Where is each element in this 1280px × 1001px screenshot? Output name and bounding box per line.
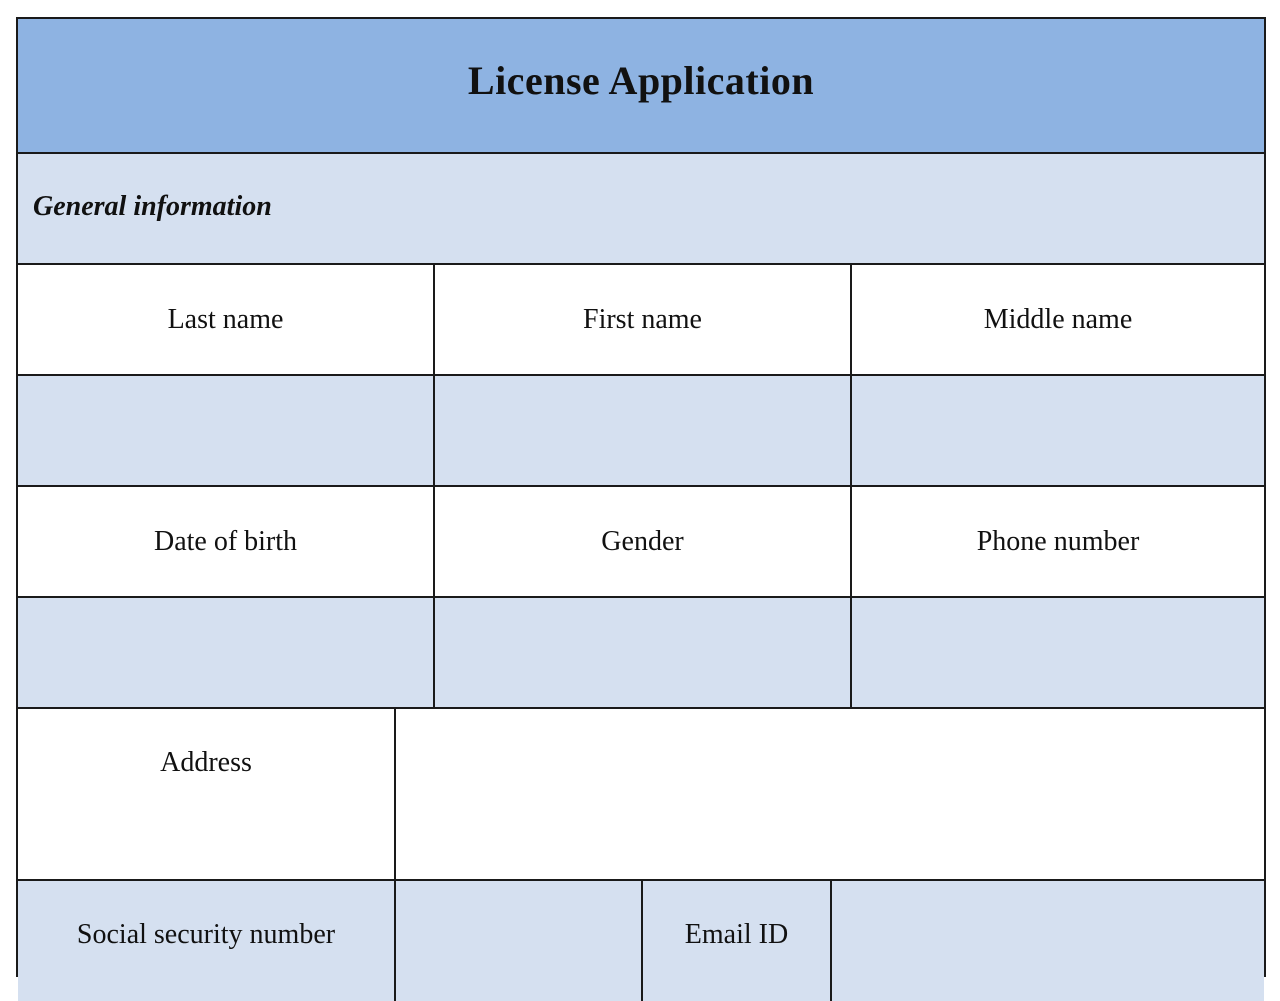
email-label: Email ID [643,881,832,1001]
ssn-email-row [18,881,1264,1001]
email-field[interactable] [832,881,1264,1001]
address-field[interactable] [396,709,1264,879]
date-of-birth-field[interactable] [18,598,435,707]
section-title: General information [33,190,272,222]
name-labels-row [18,265,1264,376]
middle-name-field[interactable] [852,376,1264,485]
name-fields-row [18,376,1264,487]
form-header [18,19,1264,154]
last-name-label: Last name [18,265,435,374]
first-name-field[interactable] [435,376,852,485]
address-label: Address [18,709,396,879]
gender-label: Gender [435,487,852,596]
ssn-field[interactable] [396,881,643,1001]
first-name-label: First name [435,265,852,374]
last-name-field[interactable] [18,376,435,485]
personal-fields-row [18,598,1264,709]
address-row [18,709,1264,881]
gender-field[interactable] [435,598,852,707]
ssn-label: Social security number [18,881,396,1001]
personal-labels-row [18,487,1264,598]
phone-number-label: Phone number [976,525,1140,557]
date-of-birth-label: Date of birth [18,487,435,596]
middle-name-label: Middle name [983,303,1133,335]
license-application-form [16,17,1266,977]
section-header [18,154,1264,265]
form-title: License Application [467,58,815,103]
phone-number-field[interactable] [852,598,1264,707]
